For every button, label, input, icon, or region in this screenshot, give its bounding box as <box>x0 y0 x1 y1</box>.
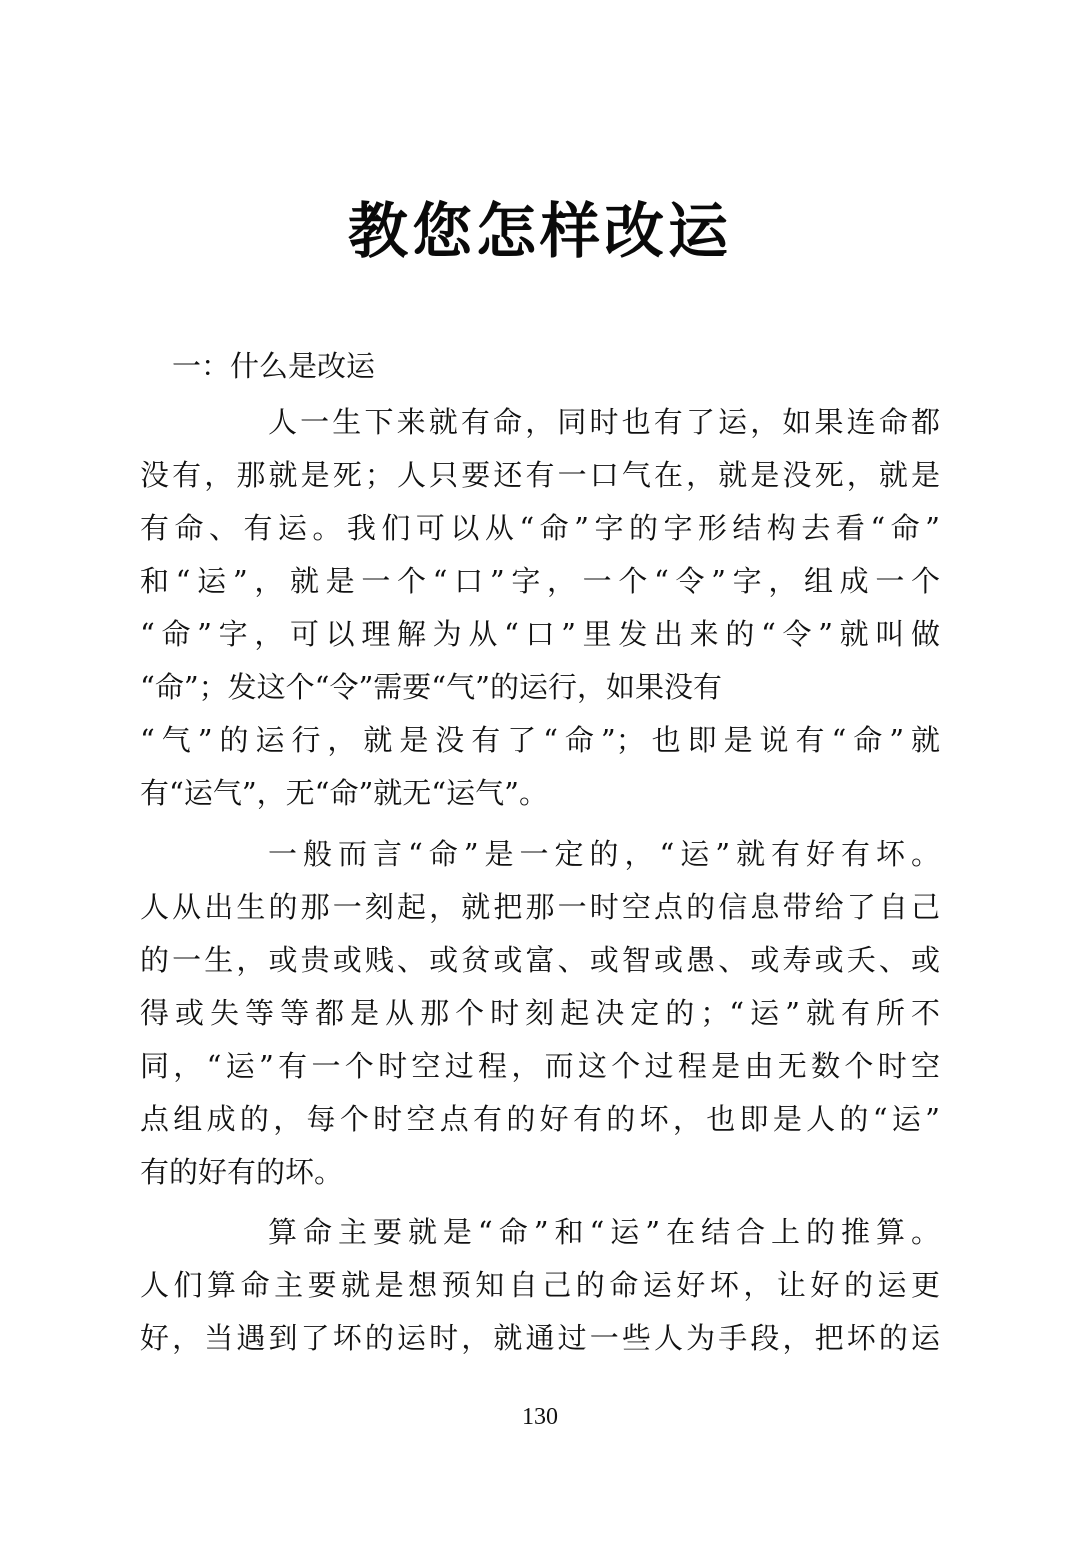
paragraph-1 <box>140 396 940 820</box>
paragraph-line: 好，当遇到了坏的运时，就通过一些人为手段，把坏的运 <box>140 1321 940 1355</box>
paragraph-2 <box>140 828 940 1199</box>
paragraph-line: 有“运气”，无“命”就无“运气”。 <box>140 776 548 810</box>
paragraph-line: 有的好有的坏。 <box>140 1155 344 1189</box>
paragraph-line: “命”；发这个“令”需要“气”的运行，如果没有 <box>140 670 722 704</box>
paragraph-line: 一般而言“命”是一定的，“运”就有好有坏。 <box>268 837 940 871</box>
paragraph-line: 算命主要就是“命”和“运”在结合上的推算。 <box>268 1215 940 1249</box>
paragraph-line: 没有，那就是死；人只要还有一口气在，就是没死，就是 <box>140 458 940 492</box>
paragraph-line: 人一生下来就有命，同时也有了运，如果连命都 <box>268 405 940 439</box>
paragraph-line: “命”字，可以理解为从“口”里发出来的“令”就叫做 <box>140 617 940 651</box>
page-title: 教您怎样改运 <box>348 197 732 267</box>
paragraph-line: “气”的运行，就是没有了“命”；也即是说有“命”就 <box>140 723 940 757</box>
paragraph-line: 得或失等等都是从那个时刻起决定的；“运”就有所不 <box>140 996 940 1030</box>
paragraph-line: 人们算命主要就是想预知自己的命运好坏，让好的运更 <box>140 1268 940 1302</box>
section-heading: 一：什么是改运 <box>172 349 376 383</box>
page-number: 130 <box>522 1404 558 1430</box>
paragraph-line: 同，“运”有一个时空过程，而这个过程是由无数个时空 <box>140 1049 940 1083</box>
paragraph-line: 人从出生的那一刻起，就把那一时空点的信息带给了自己 <box>140 890 940 924</box>
paragraph-line: 有命、有运。我们可以从“命”字的字形结构去看“命” <box>140 511 940 545</box>
paragraph-3 <box>140 1206 940 1365</box>
paragraph-line: 点组成的，每个时空点有的好有的坏，也即是人的“运” <box>140 1102 940 1136</box>
paragraph-line: 和“运”，就是一个“口”字，一个“令”字，组成一个 <box>140 564 940 598</box>
paragraph-line: 的一生，或贵或贱、或贫或富、或智或愚、或寿或夭、或 <box>140 943 940 977</box>
